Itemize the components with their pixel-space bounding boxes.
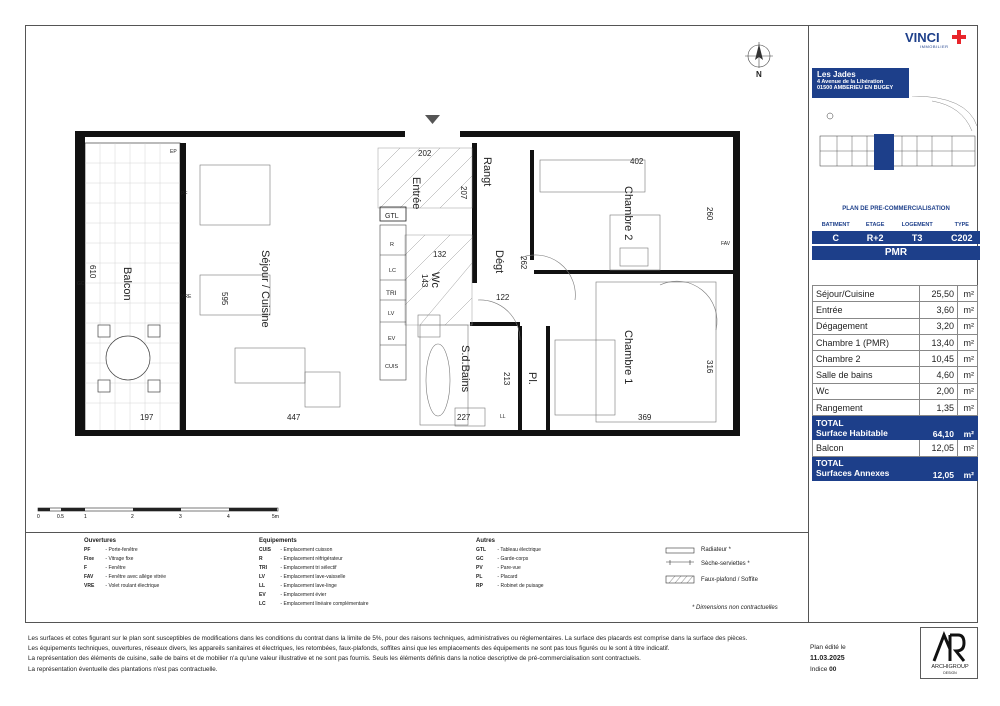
scale-1: 1 (84, 514, 87, 520)
id-header-logement: LOGEMENT (901, 221, 933, 228)
id-etage: R+2 (859, 231, 890, 244)
towel-dryer-icon (666, 560, 694, 565)
legend-faux-plafond: Faux-plafond / Soffite (701, 577, 758, 583)
project-address2: 01500 AMBERIEU EN BUGEY (817, 85, 894, 91)
table-row: Salle de bains 4,60 m² (813, 367, 978, 383)
dim-chambre2-depth: 260 (705, 207, 714, 221)
table-row: Chambre 1 (PMR) 13,40 m² (813, 334, 978, 350)
architect-name: ARCHIGROUP (931, 664, 969, 670)
pmr-badge: PMR (812, 246, 980, 260)
room-sdb: S.d.Bains (459, 345, 471, 393)
key-plan (812, 96, 980, 196)
panel-divider (808, 25, 809, 623)
compass-icon (745, 42, 773, 68)
room-balcon: Balcon (121, 267, 133, 301)
dim-sejour-width: 595 (220, 292, 229, 306)
project-address1: 4 Avenue de la Libération (817, 79, 884, 85)
scale-05: 0.5 (57, 514, 64, 520)
room-degt: Dégt (493, 250, 505, 274)
vinci-logo: VINCI (905, 30, 940, 45)
disclaimer: Les surfaces et cotes figurant sur le plan sont susceptibles de modifications dans les conditions du contrat dans la limite de 5%, pour des raisons techniques, administratives ou réglementaires. La surface des placards est comprise dans la surface des pièces. Les équipements techniques, ouvertures, réseaux divers, les appareils sanitaires et électriques, les retombées, faux-plafonds, soffites ainsi que les emplacements des équipements ne sont pas tous figurés ou le sont à titre indicatif. La représentation des éléments de cuisine, salle de bains et de mobilier n'a qu'une valeur illustrative et ne sont pas fournis. Seuls les éléments définis dans la notice descriptive de pré-commercialisation sont contractuels. La représentation éventuelle des plantations n'est pas contractuelle. (28, 635, 748, 673)
project-box (812, 68, 909, 98)
indice-label: Indice (810, 666, 828, 673)
dim-sdb-depth: 213 (502, 372, 511, 386)
room-pl: Pl. (526, 372, 538, 385)
legend-autres: Autres GTL - Tableau électrique GC - Garde-corps PV - Pare-vue PL - Placard RP - Robinet de puisage (476, 538, 544, 589)
id-header-etage: ETAGE (865, 221, 885, 228)
legend-equipements: Equipements CUIS - Emplacement cuisson R - Emplacement réfrigérateur TRI - Emplacement tri sélectif LV - Emplacement lave-vaisselle LL - Emplacement lave-linge EV - Emplacement évier LC - Emplacement linéaire complémentaire (259, 538, 369, 607)
scale-5: 5m (272, 514, 279, 520)
table-row: Entrée 3,60 m² (813, 302, 978, 318)
scale-2: 2 (131, 514, 134, 520)
tag-ep: EP (170, 149, 177, 155)
legend-divider (25, 532, 808, 533)
tag-pf: PF (181, 191, 188, 197)
tag-gc: GC (77, 281, 85, 287)
project-name: Les Jades (817, 70, 856, 79)
tag-lc: LC (389, 268, 397, 274)
plan-precom-title: PLAN DE PRE-COMMERCIALISATION (842, 206, 950, 212)
id-type: C202 (944, 231, 980, 244)
walls (75, 131, 740, 436)
edition-label: Plan édité le (810, 644, 846, 651)
scale-4: 4 (227, 514, 230, 520)
table-row: Rangement 1,35 m² (813, 400, 978, 416)
table-row: Séjour/Cuisine 25,50 m² (813, 286, 978, 302)
id-header-type: TYPE (954, 221, 969, 228)
room-chambre2: Chambre 2 (622, 186, 634, 241)
dim-degt-width: 122 (496, 293, 510, 302)
dim-balcon-length: 610 (88, 265, 97, 279)
surface-table (812, 285, 978, 481)
entry-arrow-icon (425, 115, 440, 124)
legend-radiateur: Radiateur * (701, 547, 732, 553)
id-logement: T3 (891, 231, 944, 244)
furniture (200, 160, 717, 426)
room-rangt: Rangt (481, 157, 493, 187)
dim-sdb-width: 227 (457, 413, 471, 422)
legend-seche-serviettes: Sèche-serviettes * (701, 561, 750, 567)
edition-info (810, 642, 846, 675)
room-wc: Wc (429, 272, 441, 288)
table-row: Wc 2,00 m² (813, 383, 978, 399)
dim-entree-width: 202 (418, 149, 432, 158)
id-batiment: C (812, 231, 859, 244)
tag-ev: EV (388, 336, 396, 342)
dim-entree-depth: 207 (459, 186, 468, 200)
tag-gtl: GTL (385, 213, 399, 220)
tag-tri: TRI (386, 290, 397, 297)
total-habitable-row: TOTAL Surface Habitable 64,10 m² (813, 416, 978, 440)
tag-r: R (390, 242, 394, 248)
total-annexes-row: TOTAL Surfaces Annexes 12,05 m² (813, 456, 978, 480)
dim-chambre1-depth: 316 (705, 360, 714, 374)
balcon-row: Balcon 12,05 m² (813, 440, 978, 456)
dim-wc-width: 132 (433, 250, 447, 259)
balcony-table (98, 325, 160, 392)
legend-symbols (665, 546, 697, 588)
dim-sejour-length: 447 (287, 413, 301, 422)
scale-0: 0 (37, 514, 40, 520)
architect-sub: DESIGN (943, 671, 957, 675)
compass-label: N (756, 70, 762, 79)
vinci-cross-icon (952, 30, 966, 44)
dim-chambre1-width: 369 (638, 413, 652, 422)
dim-chambre2-width: 402 (630, 157, 644, 166)
tag-ll: LL (500, 414, 506, 420)
dimensions-note: * Dimensions non contractuelles (692, 605, 778, 611)
radiator-icon (666, 548, 694, 553)
faux-plafond-hatch (378, 148, 472, 325)
tag-lv: LV (388, 311, 395, 317)
table-row: Chambre 2 10,45 m² (813, 351, 978, 367)
tag-fav: FAV (721, 241, 731, 247)
id-header-batiment: BATIMENT (821, 221, 850, 228)
hatch-icon (666, 576, 694, 583)
scale-bar (37, 505, 287, 525)
edition-date: 11.03.2025 (810, 655, 845, 662)
room-sejour: Séjour / Cuisine (259, 250, 271, 328)
indice-value: 00 (829, 666, 837, 673)
kitchen-run (380, 225, 406, 380)
table-row: Dégagement 3,20 m² (813, 318, 978, 334)
vinci-logo-sub: IMMOBILIER (920, 44, 949, 49)
tag-vre: VRE (181, 294, 192, 300)
dim-wc-depth: 143 (420, 274, 429, 288)
legend-ouvertures: Ouvertures PF - Porte-fenêtre Fixe - Vitrage fixe F - Fenêtre FAV - Fenêtre avec allège vitrée VRE - Volet roulant électrique (84, 538, 166, 589)
id-table (812, 218, 980, 244)
room-entree: Entrée (410, 177, 422, 210)
dim-degt-length: 262 (519, 256, 528, 270)
room-chambre1: Chambre 1 (622, 330, 634, 385)
tag-cuis: CUIS (385, 364, 399, 370)
scale-3: 3 (179, 514, 182, 520)
dim-balcon-width: 197 (140, 413, 154, 422)
